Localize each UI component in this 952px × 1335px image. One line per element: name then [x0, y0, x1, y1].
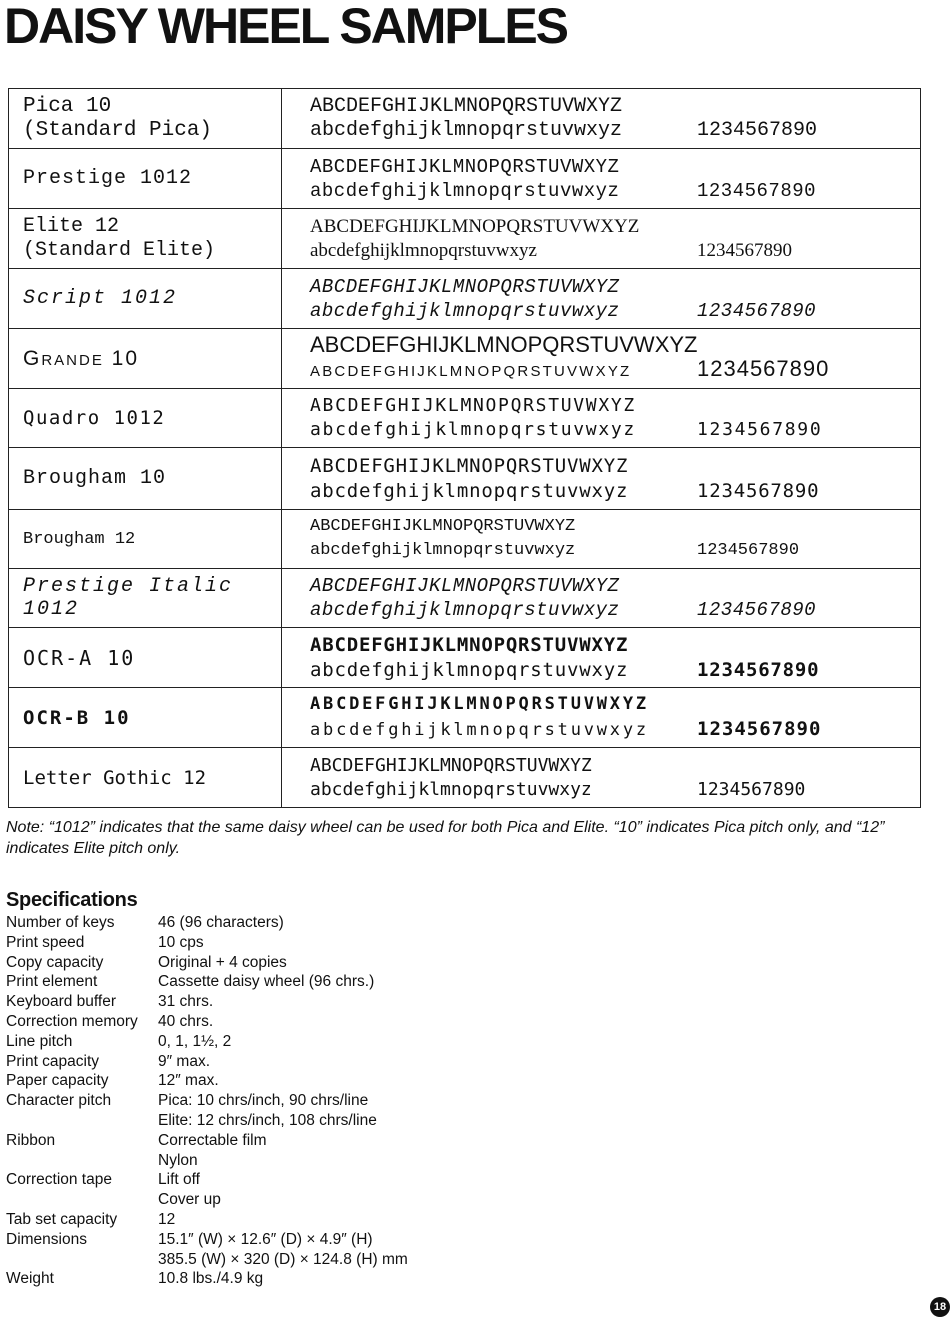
spec-value: Cassette daisy wheel (96 chrs.) — [158, 973, 375, 991]
spec-value: 46 (96 characters) — [158, 914, 284, 931]
sample-uppercase: ABCDEFGHIJKLMNOPQRSTUVWXYZ — [310, 575, 620, 597]
sample-digits: 1234567890 — [697, 778, 806, 800]
spec-row — [6, 933, 606, 953]
spec-value: Pica: 10 chrs/inch, 90 chrs/line — [158, 1092, 369, 1110]
sample-lowercase: abcdefghijklmnopqrstuvwxyz — [310, 299, 620, 322]
sample-cell — [282, 269, 921, 329]
font-name-cell — [9, 628, 282, 688]
sample-uppercase: ABCDEFGHIJKLMNOPQRSTUVWXYZ — [310, 694, 649, 714]
font-name-cell — [9, 149, 282, 209]
font-name: Letter Gothic 12 — [23, 766, 207, 789]
spec-label: Correction tape — [6, 1171, 112, 1189]
font-name: Quadro 1012 — [23, 407, 166, 429]
font-name-cell — [9, 269, 282, 329]
table-row — [9, 628, 921, 688]
sample-digits: 1234567890 — [697, 179, 817, 202]
table-row — [9, 269, 921, 329]
table-row — [9, 329, 921, 389]
spec-label: Keyboard buffer — [6, 993, 117, 1011]
sample-cell — [282, 510, 921, 569]
spec-row — [6, 1012, 606, 1032]
spec-value: Cover up — [158, 1191, 221, 1209]
table-row — [9, 209, 921, 269]
sample-uppercase: ABCDEFGHIJKLMNOPQRSTUVWXYZ — [310, 454, 629, 477]
specifications-heading: Specifications — [6, 889, 138, 911]
font-name-cell — [9, 89, 282, 149]
spec-row — [6, 1210, 606, 1230]
sample-digits: 1234567890 — [697, 356, 830, 381]
sample-lowercase: abcdefghijklmnopqrstuvwxyz — [310, 419, 636, 440]
spec-row — [6, 1052, 606, 1072]
spec-row — [6, 972, 606, 992]
font-name: Prestige 1012 — [23, 167, 193, 190]
spec-value: Original + 4 copies — [158, 953, 287, 971]
table-row — [9, 510, 921, 569]
font-name: Script 1012 — [23, 287, 178, 310]
sample-uppercase: ABCDEFGHIJKLMNOPQRSTUVWXYZ — [310, 275, 620, 298]
pitch-note: Note: “1012” indicates that the same daisy wheel can be used for both Pica and Elite. “10” indicates Pica pitch only, and “12” indicates Elite pitch only. — [6, 819, 885, 857]
sample-lowercase: abcdefghijklmnopqrstuvwxyz — [310, 179, 620, 202]
sample-uppercase: ABCDEFGHIJKLMNOPQRSTUVWXYZ — [310, 215, 640, 237]
spec-value: 40 chrs. — [158, 1012, 214, 1030]
spec-row — [6, 1269, 606, 1289]
table-row — [9, 89, 921, 149]
table-row — [9, 149, 921, 209]
sample-cell — [282, 448, 921, 510]
table-row — [9, 389, 921, 448]
spec-label: Print capacity — [6, 1052, 100, 1070]
sample-uppercase: ABCDEFGHIJKLMNOPQRSTUVWXYZ — [310, 94, 623, 118]
sample-lowercase: abcdefghijklmnopqrstuvwxyz — [310, 479, 629, 502]
sample-cell — [282, 329, 921, 389]
sample-digits: 1234567890 — [697, 299, 817, 322]
table-row — [9, 688, 921, 748]
font-name-cell — [9, 569, 282, 628]
spec-row — [6, 953, 606, 973]
spec-row — [6, 1091, 606, 1131]
spec-value: 12″ max. — [158, 1072, 219, 1090]
sample-cell — [282, 688, 921, 748]
font-name-cell — [9, 209, 282, 269]
sample-digits: 1234567890 — [697, 419, 823, 440]
sample-uppercase: ABCDEFGHIJKLMNOPQRSTUVWXYZ — [310, 754, 592, 776]
font-name-cell — [9, 389, 282, 448]
spec-value: Elite: 12 chrs/inch, 108 chrs/line — [158, 1111, 377, 1129]
sample-uppercase: ABCDEFGHIJKLMNOPQRSTUVWXYZ — [310, 395, 636, 416]
font-name: Elite 12 — [23, 214, 120, 238]
font-name: Grande 10 — [23, 346, 140, 370]
sample-cell — [282, 389, 921, 448]
spec-value: Correctable film — [158, 1131, 267, 1149]
spec-label: Weight — [6, 1270, 54, 1288]
sample-digits: 1234567890 — [697, 479, 820, 502]
table-row — [9, 448, 921, 510]
sample-digits: 1234567890 — [697, 239, 792, 261]
spec-label: Character pitch — [6, 1092, 112, 1110]
font-name-sub: (Standard Pica) — [23, 118, 213, 142]
sample-lowercase: abcdefghijklmnopqrstuvwxyz — [310, 239, 537, 261]
sample-lowercase: abcdefghijklmnopqrstuvwxyz — [310, 720, 649, 740]
sample-uppercase: ABCDEFGHIJKLMNOPQRSTUVWXYZ — [310, 155, 620, 178]
spec-value: 10.8 lbs./4.9 kg — [158, 1270, 264, 1288]
spec-value: 9″ max. — [158, 1052, 211, 1070]
sample-digits: 1234567890 — [697, 118, 818, 142]
spec-value: 31 chrs. — [158, 993, 214, 1011]
font-name-sub: (Standard Elite) — [23, 238, 216, 262]
spec-label: Print speed — [6, 933, 85, 951]
spec-label: Line pitch — [6, 1032, 73, 1050]
sample-cell — [282, 628, 921, 688]
sample-uppercase: ABCDEFGHIJKLMNOPQRSTUVWXYZ — [310, 633, 629, 656]
font-name: Brougham 10 — [23, 467, 167, 490]
sample-lowercase: abcdefghijklmnopqrstuvwxyz — [310, 541, 576, 560]
font-name-cell — [9, 329, 282, 389]
font-name: OCR-B 10 — [23, 706, 131, 729]
table-row — [9, 748, 921, 808]
font-name: Pica 10 — [23, 94, 112, 118]
font-name: Prestige Italic — [23, 575, 234, 598]
spec-row — [6, 1131, 606, 1171]
sample-cell — [282, 149, 921, 209]
sample-lowercase: ABCDEFGHIJKLMNOPQRSTUVWXYZ — [310, 363, 632, 380]
spec-label: Copy capacity — [6, 953, 104, 971]
spec-value: 15.1″ (W) × 12.6″ (D) × 4.9″ (H) — [158, 1230, 373, 1248]
spec-row — [6, 1032, 606, 1052]
spec-row — [6, 1230, 606, 1270]
sample-lowercase: abcdefghijklmnopqrstuvwxyz — [310, 658, 629, 681]
spec-value: 10 cps — [158, 933, 204, 951]
sample-cell — [282, 89, 921, 149]
sample-lowercase: abcdefghijklmnopqrstuvwxyz — [310, 118, 623, 142]
spec-value: 0, 1, 1½, 2 — [158, 1032, 232, 1050]
daisy-wheel-sample-table — [8, 88, 921, 808]
sample-lowercase: abcdefghijklmnopqrstuvwxyz — [310, 599, 620, 621]
specifications-list — [6, 913, 606, 1289]
sample-digits: 1234567890 — [697, 718, 822, 740]
sample-lowercase: abcdefghijklmnopqrstuvwxyz — [310, 778, 592, 800]
font-name-cell — [9, 748, 282, 808]
spec-label: Print element — [6, 973, 98, 991]
spec-label: Dimensions — [6, 1230, 87, 1248]
page-number-badge: 18 — [930, 1297, 950, 1317]
font-name-cell — [9, 688, 282, 748]
sample-cell — [282, 569, 921, 628]
spec-value: 12 — [158, 1210, 176, 1228]
font-name: Brougham 12 — [23, 529, 136, 549]
spec-row — [6, 913, 606, 933]
spec-label: Paper capacity — [6, 1072, 109, 1090]
sample-cell — [282, 209, 921, 269]
sample-digits: 1234567890 — [697, 599, 817, 621]
sample-uppercase: ABCDEFGHIJKLMNOPQRSTUVWXYZ — [310, 332, 698, 357]
spec-row — [6, 1170, 606, 1210]
spec-value: 385.5 (W) × 320 (D) × 124.8 (H) mm — [158, 1250, 408, 1268]
sample-cell — [282, 748, 921, 808]
spec-label: Tab set capacity — [6, 1210, 118, 1228]
font-name-sub: 1012 — [23, 598, 80, 621]
font-name-cell — [9, 448, 282, 510]
spec-value: Lift off — [158, 1171, 200, 1189]
spec-label: Correction memory — [6, 1012, 138, 1030]
spec-value: Nylon — [158, 1151, 198, 1169]
font-name: OCR-A 10 — [23, 645, 136, 670]
sample-uppercase: ABCDEFGHIJKLMNOPQRSTUVWXYZ — [310, 517, 576, 536]
font-name-cell — [9, 510, 282, 569]
spec-row — [6, 992, 606, 1012]
page-title: DAISY WHEEL SAMPLES — [4, 0, 568, 54]
sample-digits: 1234567890 — [697, 541, 800, 560]
table-row — [9, 569, 921, 628]
spec-label: Ribbon — [6, 1131, 56, 1149]
spec-label: Number of keys — [6, 914, 115, 931]
spec-row — [6, 1071, 606, 1091]
sample-digits: 1234567890 — [697, 658, 820, 681]
